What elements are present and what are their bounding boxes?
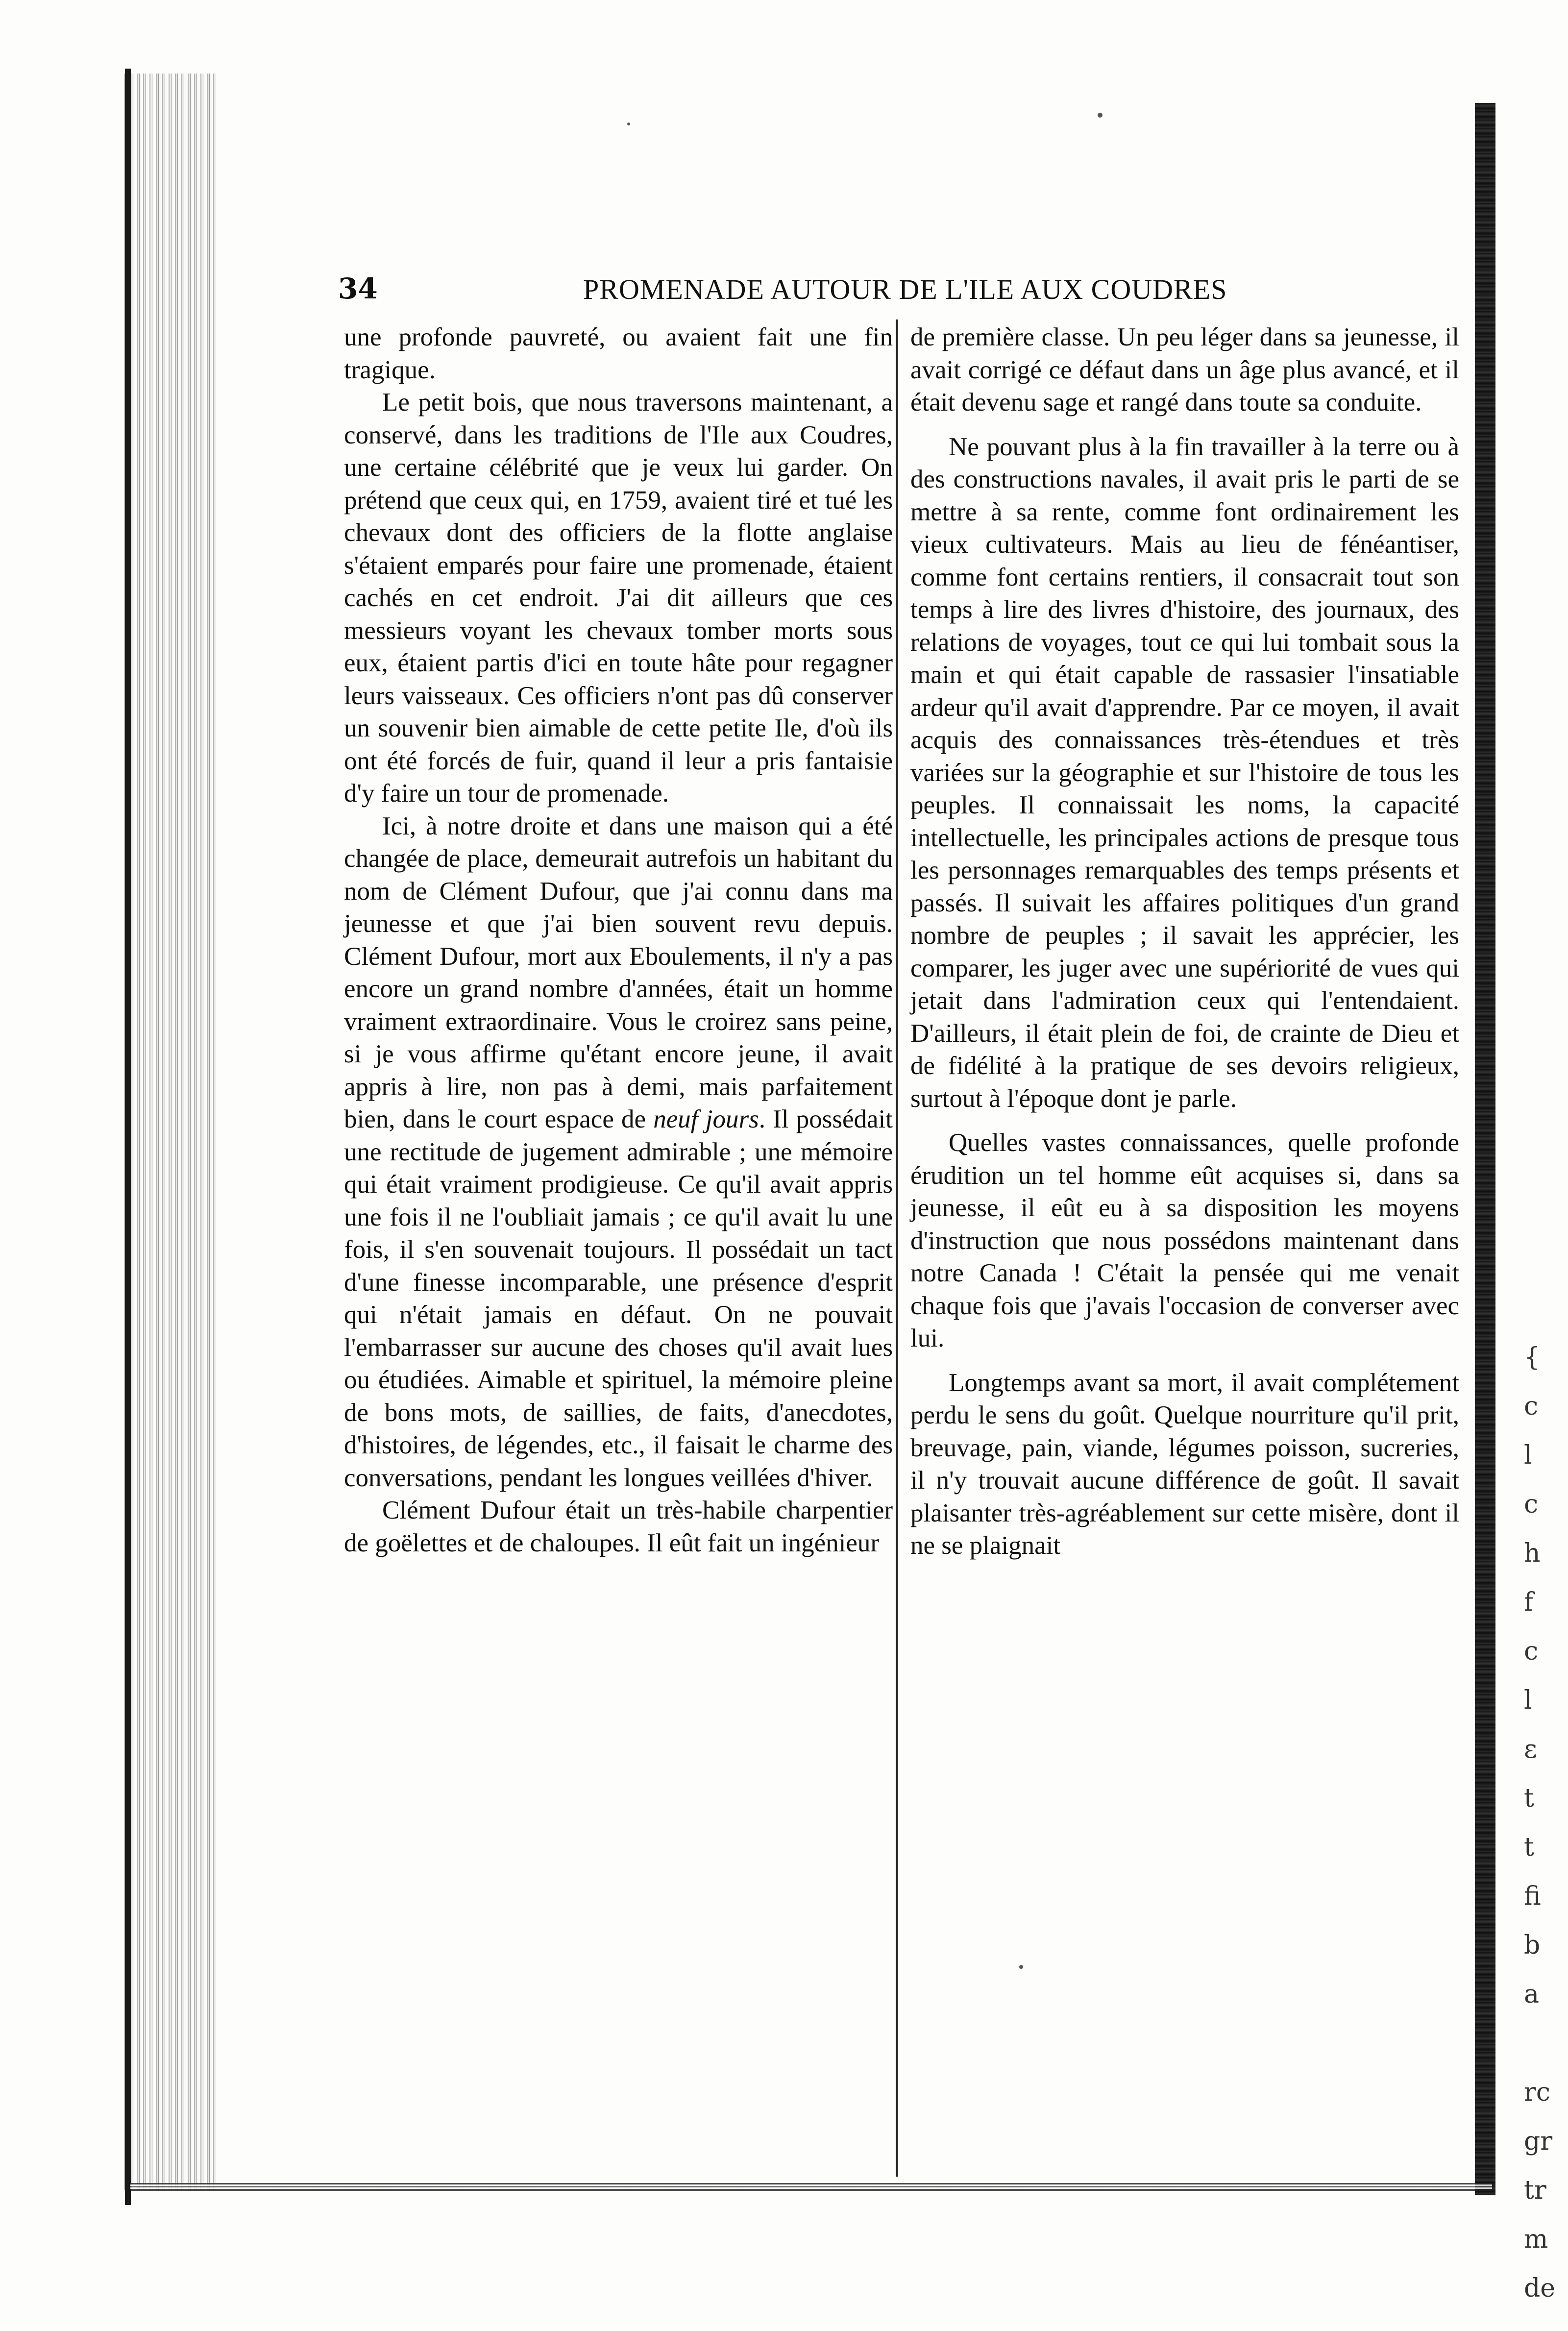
margin-fragment: f: [1524, 1588, 1534, 1617]
running-header: [338, 272, 1504, 311]
margin-fragment: {: [1524, 1343, 1541, 1372]
paragraph-text: . Il possédait une rectitude de jugement admirable ; une mémoire qui était vraiment prodigieuse. Ce qu'il avait appris une fois il ne l'oubliait jamais ; ce qu'il avait lu une fois, il s'en souvenait toujours. Il possédait un tact d'une finesse incomparable, une présence d'esprit qui n'était jamais en défaut. On ne pouvait l'embarrasser sur aucune des choses qu'il avait lues ou étudiées. Aimable et spirituel, la mémoire pleine de bons mots, de saillies, de faits, d'anecdotes, d'histoires, de légendes, etc., il faisait le charme des conversations, pendant les longues veillées d'hiver.: [344, 1105, 893, 1492]
margin-fragment: l: [1524, 1686, 1532, 1715]
margin-fragment: [1524, 2019, 1563, 2068]
page-right-edge: [1475, 103, 1495, 2195]
left-text-column: [344, 321, 893, 1559]
right-text-column: [910, 321, 1459, 1562]
scan-speck: [1019, 1965, 1023, 1969]
next-page-margin-fragments: [1524, 1333, 1563, 2313]
margin-fragment: de: [1524, 2274, 1556, 2303]
italic-emphasis: neuf jours: [653, 1105, 759, 1133]
paragraph: Ne pouvant plus à la fin travailler à la terre ou à des constructions navales, il avait pris le parti de se mettre à sa rente, comme font ordinairement les vieux cultivateurs. Mais au lieu de fénéantiser, comme font certains rentiers, il consacrait tout son temps à lire des livres d'histoire, des journaux, des relations de voyages, tout ce qui lui tombait sous la main et qui était capable de rassasier l'insatiable ardeur qu'il avait d'apprendre. Par ce moyen, il avait acquis des connaissances très-étendues et très variées sur la géographie et sur l'histoire de tous les peuples. Il connaissait les noms, la capacité intellectuelle, les principales actions de presque tous les personnages remarquables des temps présents et passés. Il suivait les affaires politiques d'un grand nombre de peuples ; il savait les apprécier, les comparer, les juger avec une supériorité de vues qui jetait dans l'admiration ceux qui l'entendaient. D'ailleurs, il était plein de foi, de crainte de Dieu et de fidélité à la pratique de ses devoirs religieux, surtout à l'époque dont je parle.: [910, 432, 1459, 1113]
margin-fragment: t: [1524, 1784, 1534, 1813]
margin-fragment: rc: [1524, 2078, 1550, 2107]
paragraph: Longtemps avant sa mort, il avait complétement perdu le sens du goût. Quelque nourriture qu'il prit, breuvage, pain, viande, légumes poisson, sucreries, il n'y trouvait aucune différence de goût. Il savait plaisanter très-agréablement sur cette misère, dont il ne se plaignait: [910, 1368, 1459, 1560]
scan-speck: [627, 123, 630, 125]
column-divider: [896, 319, 898, 2177]
margin-fragment: t: [1524, 1833, 1534, 1862]
paragraph: Le petit bois, que nous traversons maintenant, a conservé, dans les traditions de l'Ile aux Coudres, une certaine célébrité que je veux lui garder. On prétend que ceux qui, en 1759, avaient tiré et tué les chevaux dont des officiers de la flotte anglaise s'étaient emparés pour faire une promenade, étaient cachés en cet endroit. J'ai dit ailleurs que ces messieurs voyant les chevaux tomber morts sous eux, étaient partis d'ici en toute hâte pour regagner leurs vaisseaux. Ces officiers n'ont pas dû conserver un souvenir bien aimable de cette petite Ile, d'où ils ont été forcés de fuir, quand il leur a pris fantaisie d'y faire un tour de promenade.: [344, 388, 893, 808]
margin-fragment: c: [1524, 1490, 1539, 1519]
margin-fragment: tr: [1524, 2176, 1546, 2205]
margin-fragment: m: [1524, 2225, 1548, 2254]
page-bottom-edge: [130, 2183, 1492, 2191]
scan-speck: [1098, 113, 1102, 118]
margin-fragment: fi: [1524, 1882, 1541, 1911]
paragraph-dufour: [344, 810, 893, 1495]
page-number: 34: [338, 272, 378, 305]
paragraph: une profonde pauvreté, ou avaient fait une fin tragique.: [344, 323, 893, 384]
paragraph: Quelles vastes connaissances, quelle profonde érudition un tel homme eût acquises si, dans sa jeunesse, il eût eu à sa disposition les moyens d'instruction que nous possédons maintenant dans notre Canada ! C'était la pensée qui me venait chaque fois que j'avais l'occasion de converser avec lui.: [910, 1129, 1459, 1352]
margin-fragment: ε: [1524, 1735, 1537, 1764]
margin-fragment: a: [1524, 1980, 1540, 2009]
margin-fragment: gr: [1524, 2127, 1553, 2156]
margin-fragment: l: [1524, 1441, 1532, 1470]
margin-fragment: b: [1524, 1931, 1541, 1960]
margin-fragment: c: [1524, 1637, 1539, 1666]
running-title: PROMENADE AUTOUR DE L'ILE AUX COUDRES: [583, 273, 1227, 305]
paragraph: Clément Dufour était un très-habile charpentier de goëlettes et de chaloupes. Il eût fait un ingénieur: [344, 1496, 893, 1557]
margin-fragment: c: [1524, 1392, 1539, 1421]
paragraph-text: Ici, à notre droite et dans une maison qui a été changée de place, demeurait autrefois un habitant du nom de Clément Dufour, que j'ai connu dans ma jeunesse et que j'ai bien souvent revu depuis. Clément Dufour, mort aux Eboulements, il n'y a pas encore un grand nombre d'années, était un homme vraiment extraordinaire. Vous le croirez sans peine, si je vous affirme qu'étant encore jeune, il avait appris à lire, non pas à demi, mais parfaitement bien, dans le court espace de: [344, 811, 893, 1133]
paragraph: de première classe. Un peu léger dans sa jeunesse, il avait corrigé ce défaut dans un âge plus avancé, et il était devenu sage et rangé dans toute sa conduite.: [910, 323, 1459, 417]
page-left-edge: [125, 69, 131, 2205]
book-binding-gutter: [122, 74, 216, 2190]
margin-fragment: h: [1524, 1539, 1541, 1568]
